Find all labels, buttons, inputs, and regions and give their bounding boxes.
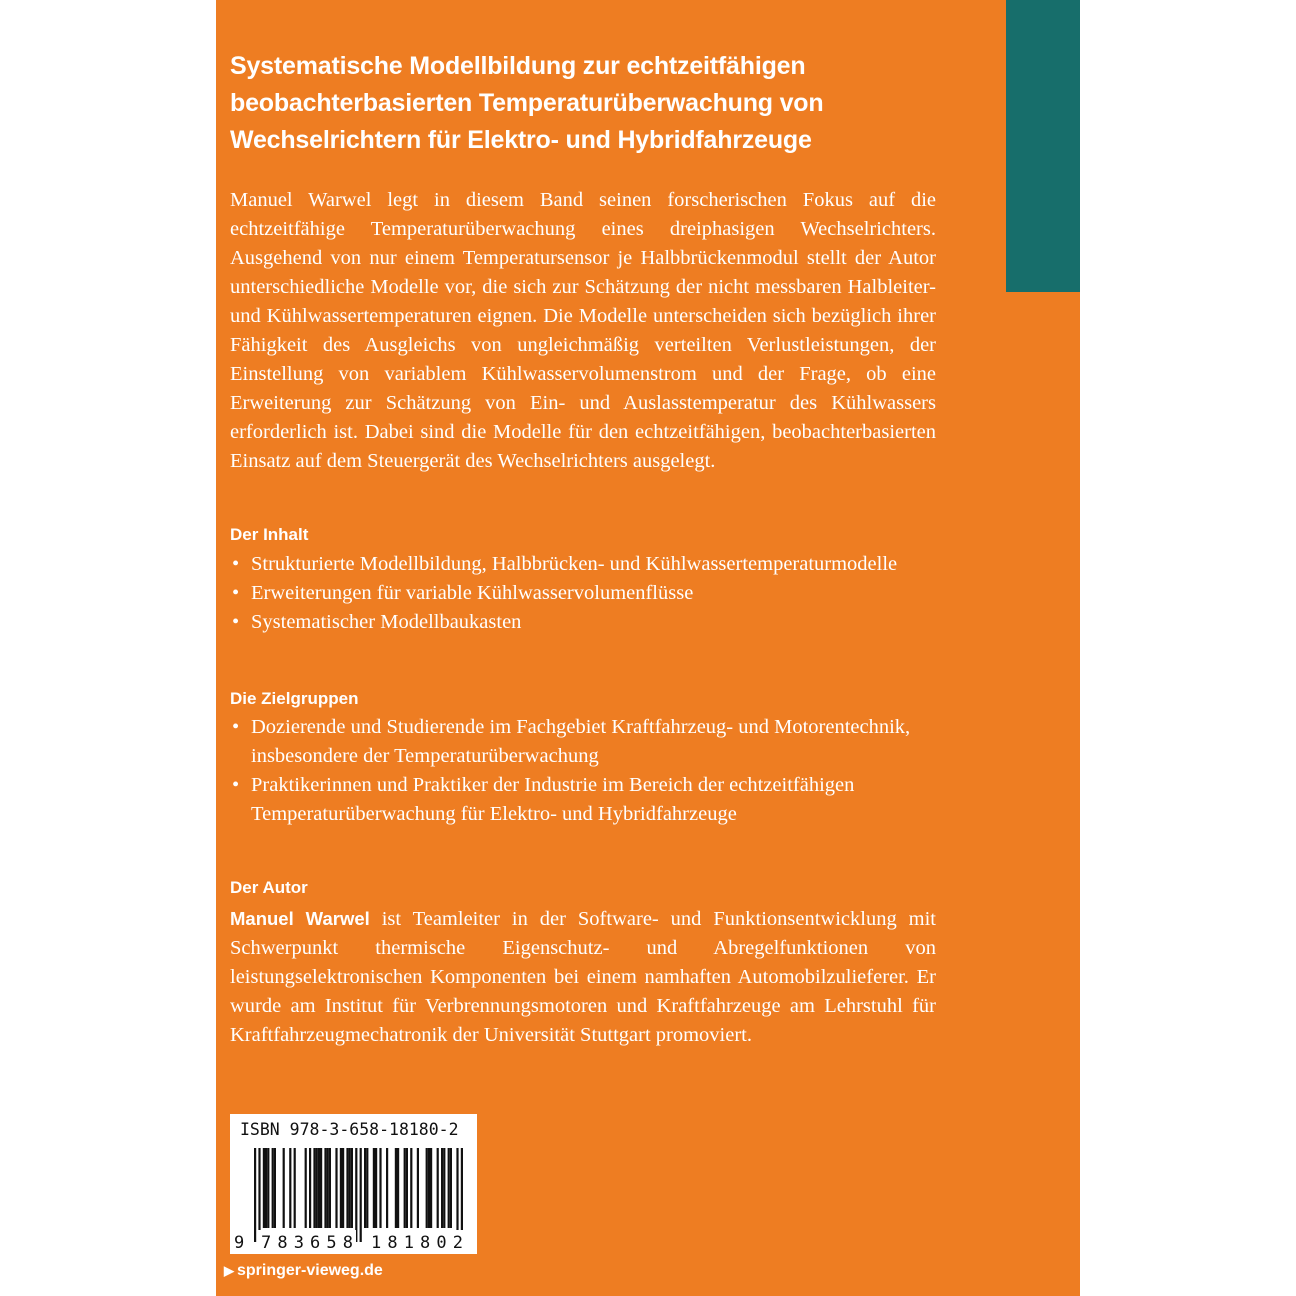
bullet-icon: • <box>232 582 240 604</box>
barcode-bar <box>355 1148 357 1242</box>
barcode-bar <box>351 1148 353 1228</box>
barcode-bar <box>294 1148 296 1228</box>
title-line: Systematische Modellbildung zur echtzeitfähigen <box>230 52 806 80</box>
back-cover <box>216 0 1080 1296</box>
barcode-bar <box>410 1148 412 1228</box>
inhalt-heading: Der Inhalt <box>230 525 309 544</box>
barcode-bar <box>375 1148 377 1228</box>
publisher-url-line <box>224 1262 383 1280</box>
barcode-bar <box>450 1148 452 1228</box>
barcode-bar <box>437 1148 439 1228</box>
barcode-bar <box>258 1148 260 1242</box>
arrow-right-icon: ▶ <box>224 1263 234 1278</box>
barcode-bar <box>395 1148 397 1228</box>
author-bio: ist Teamleiter in der Software- und Funktionsentwicklung mit Schwerpunkt thermische Eigenschutz- und Abregelfunktionen von leistungselektronischen Komponenten bei einem namhaften Automobilzulieferer. Er wurde am Institut für Verbrennungsmotoren und Kraftfahrzeuge am Lehrstuhl für Kraftfahrzeugmechatronik der Universität Stuttgart promoviert. <box>230 908 936 1046</box>
barcode-bar <box>309 1148 311 1228</box>
barcode-bar <box>289 1148 291 1228</box>
list-item: • Erweiterungen für variable Kühlwasservolumenflüsse <box>230 579 936 608</box>
author-paragraph <box>230 904 936 1050</box>
barcode-bar <box>316 1148 318 1228</box>
barcode-digits-left: 783658 <box>261 1233 353 1253</box>
barcode-bar <box>364 1148 366 1228</box>
list-item: • Praktikerinnen und Praktiker der Industrie im Bereich der echtzeitfähigen Temperaturüberwachung für Elektro- und Hybridfahrzeuge <box>230 771 936 829</box>
list-item: • Dozierende und Studierende im Fachgebiet Kraftfahrzeug- und Motorentechnik, insbesondere der Temperaturüberwachung <box>230 713 936 771</box>
title-line: beobachterbasierten Temperaturüberwachung von <box>230 89 824 117</box>
inhalt-list <box>230 550 936 637</box>
barcode-bar <box>448 1148 450 1228</box>
barcode-bar <box>441 1148 443 1228</box>
bullet-icon: • <box>232 716 240 738</box>
barcode-bar <box>305 1148 307 1228</box>
barcode-bar <box>349 1148 351 1228</box>
list-item: • Systematischer Modellbaukasten <box>230 608 936 637</box>
barcode-bar <box>404 1148 406 1228</box>
barcode-bar <box>340 1148 342 1228</box>
barcode-bar <box>406 1148 408 1228</box>
barcode-bar <box>327 1148 329 1228</box>
barcode-bar <box>274 1148 276 1228</box>
barcode-bar <box>267 1148 269 1228</box>
barcode-bar <box>428 1148 430 1228</box>
barcode-bar <box>461 1148 463 1242</box>
barcode-graphic <box>230 1114 477 1254</box>
book-title <box>230 48 870 159</box>
barcode-digits-right: 181802 <box>371 1233 463 1253</box>
list-item: • Strukturierte Modellbildung, Halbbrücken- und Kühlwassertemperaturmodelle <box>230 550 936 579</box>
barcode-digit-first: 9 <box>234 1233 245 1253</box>
barcode-bar <box>313 1148 315 1228</box>
barcode-bar <box>272 1148 274 1228</box>
barcode-bar <box>320 1148 322 1228</box>
bullet-icon: • <box>232 774 240 796</box>
barcode-bar <box>417 1148 419 1228</box>
barcode-bar <box>254 1148 256 1242</box>
autor-heading: Der Autor <box>230 878 308 897</box>
blurb-paragraph: Manuel Warwel legt in diesem Band seinen forscherischen Fokus auf die echtzeitfähige Temperaturüberwachung eines dreiphasigen Wechselrichters. Ausgehend von nur einem Temperatursensor je Halbbrückenmodul stellt der Autor unterschiedliche Modelle vor, die sich zur Schätzung der nicht messbaren Halbleiter- und Kühlwassertemperaturen eignen. Die Modelle unterscheiden sich bezüglich ihrer Fähigkeit des Ausgleichs von ungleichmäßig verteilten Verlustleistungen, der Einstellung von variablem Kühlwasservolumenstrom und der Frage, ob eine Erweiterung zur Schätzung von Ein- und Auslasstemperatur des Kühlwassers erforderlich ist. Dabei sind die Modelle für den echtzeitfähigen, beobachterbasierten Einsatz auf dem Steuergerät des Wechselrichters ausgelegt. <box>230 189 936 472</box>
teal-accent-tab <box>1006 0 1080 292</box>
barcode-bar <box>335 1148 337 1228</box>
barcode-bar <box>366 1148 368 1228</box>
barcode-bar <box>360 1148 362 1242</box>
barcode-bar <box>373 1148 375 1228</box>
barcode-bar <box>379 1148 381 1228</box>
barcode-bar <box>386 1148 388 1228</box>
barcode-bar <box>342 1148 344 1228</box>
bullet-icon: • <box>232 611 240 633</box>
barcode-bar <box>443 1148 445 1228</box>
barcode-bar <box>283 1148 285 1228</box>
title-line: Wechselrichtern für Elektro- und Hybridfahrzeuge <box>230 126 812 154</box>
barcode-bar <box>397 1148 399 1228</box>
barcode-bar <box>324 1148 326 1228</box>
barcode-bar <box>456 1148 458 1242</box>
barcode-bar <box>318 1148 320 1228</box>
barcode-bar <box>430 1148 432 1228</box>
barcode-bar <box>265 1148 267 1228</box>
barcode-bar <box>329 1148 331 1228</box>
author-name: Manuel Warwel <box>230 908 370 929</box>
publisher-url: springer-vieweg.de <box>237 1262 383 1279</box>
barcode-bar <box>346 1148 348 1228</box>
isbn-label: ISBN 978-3-658-18180-2 <box>240 1120 459 1139</box>
barcode-bar <box>426 1148 428 1228</box>
barcode-bar <box>263 1148 265 1228</box>
bullet-icon: • <box>232 553 240 575</box>
zielgruppen-list <box>230 713 936 829</box>
isbn-barcode <box>230 1114 477 1254</box>
zielgruppen-heading: Die Zielgruppen <box>230 689 359 708</box>
barcode-bars <box>254 1148 463 1242</box>
